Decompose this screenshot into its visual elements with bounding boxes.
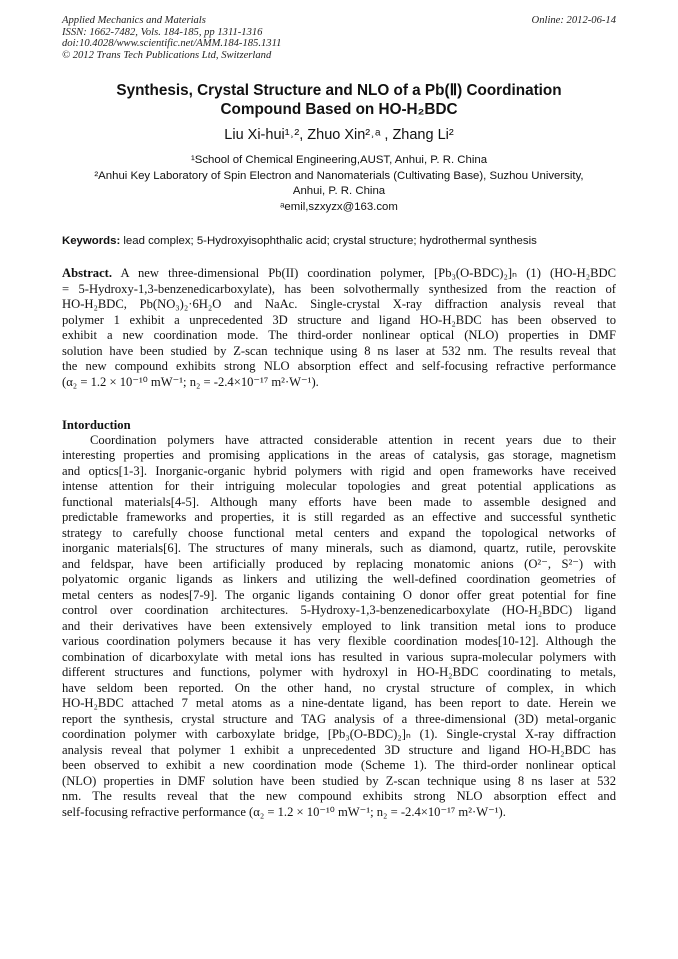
intro-line: predictable frameworks and properties, it is still regarded as an effective and successful synthetic	[62, 510, 616, 525]
intro-line: intense attention for their intriguing molecular topologies and great potential applications as	[62, 479, 616, 494]
intro-line: combination of dicarboxylate with metal ions has resulted in various supra-molecular polymers with	[62, 649, 616, 664]
keywords-label: Keywords:	[62, 235, 121, 247]
keywords-text: lead complex; 5-Hydroxyisophthalic acid; crystal structure; hydrothermal synthesis	[120, 235, 537, 247]
intro-line: inorganic materials[6]. The structures of many minerals, such as diamond, quartz, rutile, perovskite	[62, 541, 616, 556]
intro-line: nm. The results reveal that the new compound exhibits strong NLO absorption effect and	[62, 789, 616, 804]
intro-line: interesting properties and promising applications in the areas of catalysis, gas storage, magnetism	[62, 448, 616, 463]
abstract-line: Abstract. A new three-dimensional Pb(II) coordination polymer, [Pb₃(O-BDC)₂]ₙ (1) (HO-H₂BDC	[62, 266, 616, 280]
intro-line: coordination polymer with carboxylate bridge, [Pb₃(O-BDC)₂]ₙ (1). Single-crystal X-ray diffraction	[62, 727, 616, 742]
introduction-heading: Intorduction	[62, 418, 131, 432]
intro-line: metal centers as nodes[7-9]. The organic ligands containing O donor offer great potential for fine	[62, 587, 616, 602]
intro-line: strategy to carefully choose functional metal centers and expand the topological networks of	[62, 525, 616, 540]
intro-line: different structures and functions, polymer with hydroxyl in HO-H₂BDC coordinating to metals,	[62, 665, 616, 680]
abstract-line: exhibit a new coordination mode. The third-order nonlinear optical (NLO) properties in DMF	[62, 328, 616, 342]
journal-header	[62, 15, 616, 61]
abstract-line: = 5-Hydroxy-1,3-benzenedicarboxylate), has been solvothermally synthesized from the reaction of	[62, 281, 616, 296]
intro-line: been observed to exhibit a new coordination mode (Scheme 1). The third-order nonlinear optical	[62, 758, 616, 773]
keywords	[62, 234, 616, 249]
intro-line: self-focusing refractive performance (α₂ = 1.2 × 10⁻¹⁰ mW⁻¹; n₂ = -2.4×10⁻¹⁷ m²·W⁻¹).	[62, 804, 506, 819]
affiliation-1: ¹School of Chemical Engineering,AUST, Anhui, P. R. China	[190, 154, 488, 166]
intro-line: HO-H₂BDC attached 7 metal atoms as a nine-dentate ligand, has been report to date. Herein we	[62, 696, 616, 711]
abstract-label: Abstract.	[62, 266, 113, 280]
title-line-1: Synthesis, Crystal Structure and NLO of a Pb(Ⅱ) Coordination	[116, 82, 562, 99]
abstract-line: (α₂ = 1.2 × 10⁻¹⁰ mW⁻¹; n₂ = -2.4×10⁻¹⁷ m²·W⁻¹).	[62, 374, 319, 389]
affiliation-2-cont: Anhui, P. R. China	[292, 185, 386, 197]
online-date: Online: 2012-06-14	[531, 15, 616, 26]
intro-line: and optics[1-3]. Inorganic-organic hybrid polymers with rigid and open frameworks have received	[62, 463, 616, 478]
abstract	[62, 266, 616, 390]
affiliation-2: ²Anhui Key Laboratory of Spin Electron and Nanomaterials (Cultivating Base), Suzhou University,	[94, 169, 584, 182]
abstract-line: the new compound exhibits strong NLO absorption effect and self-focusing refractive performance	[62, 359, 616, 373]
journal-name: Applied Mechanics and Materials	[62, 15, 206, 26]
intro-line: Coordination polymers have attracted considerable attention in recent years due to their	[90, 433, 616, 447]
copyright-line: © 2012 Trans Tech Publications Ltd, Switzerland	[62, 49, 272, 61]
intro-line: various coordination polymers because it has very flexible coordination modes[10-12]. Although the	[62, 634, 616, 649]
intro-line: functional materials[4-5]. Although many efforts have been made to assemble designed and	[62, 494, 616, 509]
abstract-line: polymer 1 exhibit a unprecedented 3D structure and ligand HO-H₂BDC has been observed to	[62, 312, 616, 327]
intro-line: and feldspar, have been artificially produced by replacing monatomic anions (O²⁻, S²⁻) with	[62, 556, 616, 571]
title-line-2: Compound Based on HO-H₂BDC	[220, 101, 458, 118]
intro-line: polyatomic organic ligands as linkers and utilizing the well-defined coordination geometries of	[62, 572, 616, 587]
intro-line: (NLO) properties in DMF solution have been studied by Z-scan technique using 8 ns laser at 532	[62, 773, 616, 788]
intro-line: analysis reveal that polymer 1 exhibit a unprecedented 3D structure and ligand HO-H₂BDC has	[62, 742, 616, 757]
contact-email: ᵃemil,szxyzx@163.com	[280, 200, 398, 213]
author-list: Liu Xi-hui¹˒², Zhuo Xin²˒ᵃ , Zhang Li²	[224, 127, 454, 143]
abstract-line: solution have been studied by Z-scan technique using 8 ns laser at 532 nm. The results reveal that	[62, 343, 616, 358]
intro-line: report the synthesis, crystal structure and TAG analysis of a three-dimensional (3D) metal-organic	[62, 711, 616, 726]
intro-line: control over coordination architectures. 5-Hydroxy-1,3-benzenedicarboxylate (HO-H₂BDC) ligand	[62, 603, 616, 618]
introduction-body	[62, 433, 616, 820]
intro-line: and their derivatives have been extensively employed to link transition metal ions to produce	[62, 618, 616, 633]
abstract-line: HO-H₂BDC, Pb(NO₃)₂·6H₂O and NaAc. Single-crystal X-ray diffraction analysis reveal that	[62, 297, 616, 311]
paper-title	[62, 81, 616, 119]
intro-line: have seldom been reported. On the other hand, no crystal structure of complex, in which	[62, 680, 616, 695]
doi-line: doi:10.4028/www.scientific.net/AMM.184-185.1311	[62, 38, 282, 50]
issn-line: ISSN: 1662-7482, Vols. 184-185, pp 1311-1316	[62, 26, 263, 38]
affiliations	[62, 153, 616, 215]
